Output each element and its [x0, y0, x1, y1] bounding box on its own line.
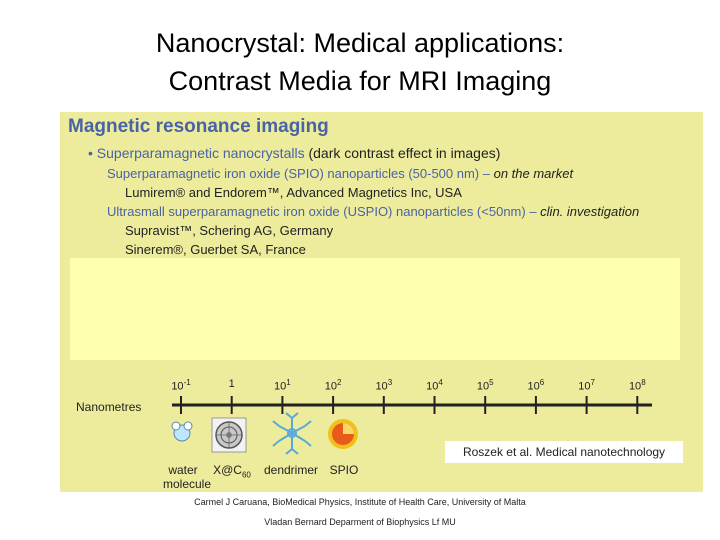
tick-label-0	[161, 378, 201, 393]
tick-label-5	[415, 378, 455, 393]
fullerene-subscript: 60	[241, 470, 251, 480]
water-molecule-icon	[172, 422, 192, 441]
tick-exponent: -1	[183, 378, 191, 387]
spio-text: Superparamagnetic iron oxide (SPIO) nanoparticles (50-500 nm) –	[107, 166, 494, 181]
spio-status: on the market	[493, 166, 574, 181]
tick-exponent: 8	[641, 378, 646, 387]
spio-products: Lumirem® and Endorem™, Advanced Magnetics Inc, USA	[125, 185, 462, 200]
tick-exponent: 2	[336, 378, 342, 387]
tick-exponent: 5	[489, 378, 494, 387]
image-credit: Roszek et al. Medical nanotechnology	[445, 441, 683, 463]
tick-exponent: 4	[438, 378, 443, 387]
tick-label-3	[313, 378, 353, 393]
fullerene-label	[210, 463, 254, 479]
tick-base: 10	[324, 380, 337, 393]
spio-particle-icon	[328, 419, 358, 449]
slide-title-line-2: Contrast Media for MRI Imaging	[168, 66, 552, 96]
tick-base: 10	[171, 380, 184, 393]
bullet-main: (dark contrast effect in images)	[308, 145, 501, 161]
tick-label-6	[465, 378, 505, 393]
tick-label-2	[262, 378, 302, 393]
tick-base: 10	[375, 380, 388, 393]
bullet-prefix: • Superparamagnetic nanocrystalls	[88, 145, 309, 161]
slide-title-line-1: Nanocrystal: Medical applications:	[155, 28, 565, 58]
fullerene-text: X@C	[213, 463, 242, 477]
tick-label-9	[617, 378, 657, 393]
fullerene-icon	[212, 418, 246, 452]
scale-axis-label: Nanometres	[76, 400, 142, 414]
dendrimer-label: dendrimer	[263, 463, 319, 477]
tick-exponent: 6	[539, 378, 545, 387]
tick-base: 1	[228, 378, 235, 390]
uspio-product-2: Sinerem®, Guerbet SA, France	[125, 242, 306, 257]
uspio-product-1: Supravist™, Schering AG, Germany	[125, 223, 334, 238]
tick-label-4	[364, 378, 404, 393]
tick-base: 10	[527, 380, 540, 393]
tick-exponent: 3	[387, 378, 393, 387]
tick-label-7	[516, 378, 556, 393]
uspio-text: Ultrasmall superparamagnetic iron oxide (USPIO) nanoparticles (<50nm) –	[107, 204, 541, 219]
tick-base: 10	[476, 380, 490, 393]
water-molecule-text: water molecule	[163, 463, 212, 491]
footer-author: Carmel J Caruana, BioMedical Physics, Institute of Health Care, University of Malta	[194, 497, 526, 507]
panel-heading: Magnetic resonance imaging	[68, 116, 329, 137]
uspio-status: clin. investigation	[540, 204, 640, 219]
tick-label-1	[212, 378, 252, 390]
water-molecule-label	[163, 463, 212, 491]
tick-label-8	[567, 378, 607, 393]
tick-base: 10	[628, 380, 642, 393]
tick-base: 10	[274, 380, 287, 393]
footer-department: Vladan Bernard Deparment of Biophysics Lf MU	[264, 517, 456, 527]
tick-base: 10	[426, 380, 439, 393]
tick-exponent: 1	[286, 378, 291, 387]
dendrimer-icon	[273, 413, 311, 454]
spio-label: SPIO	[329, 463, 359, 477]
tick-exponent: 7	[590, 378, 595, 387]
tick-base: 10	[578, 380, 591, 393]
